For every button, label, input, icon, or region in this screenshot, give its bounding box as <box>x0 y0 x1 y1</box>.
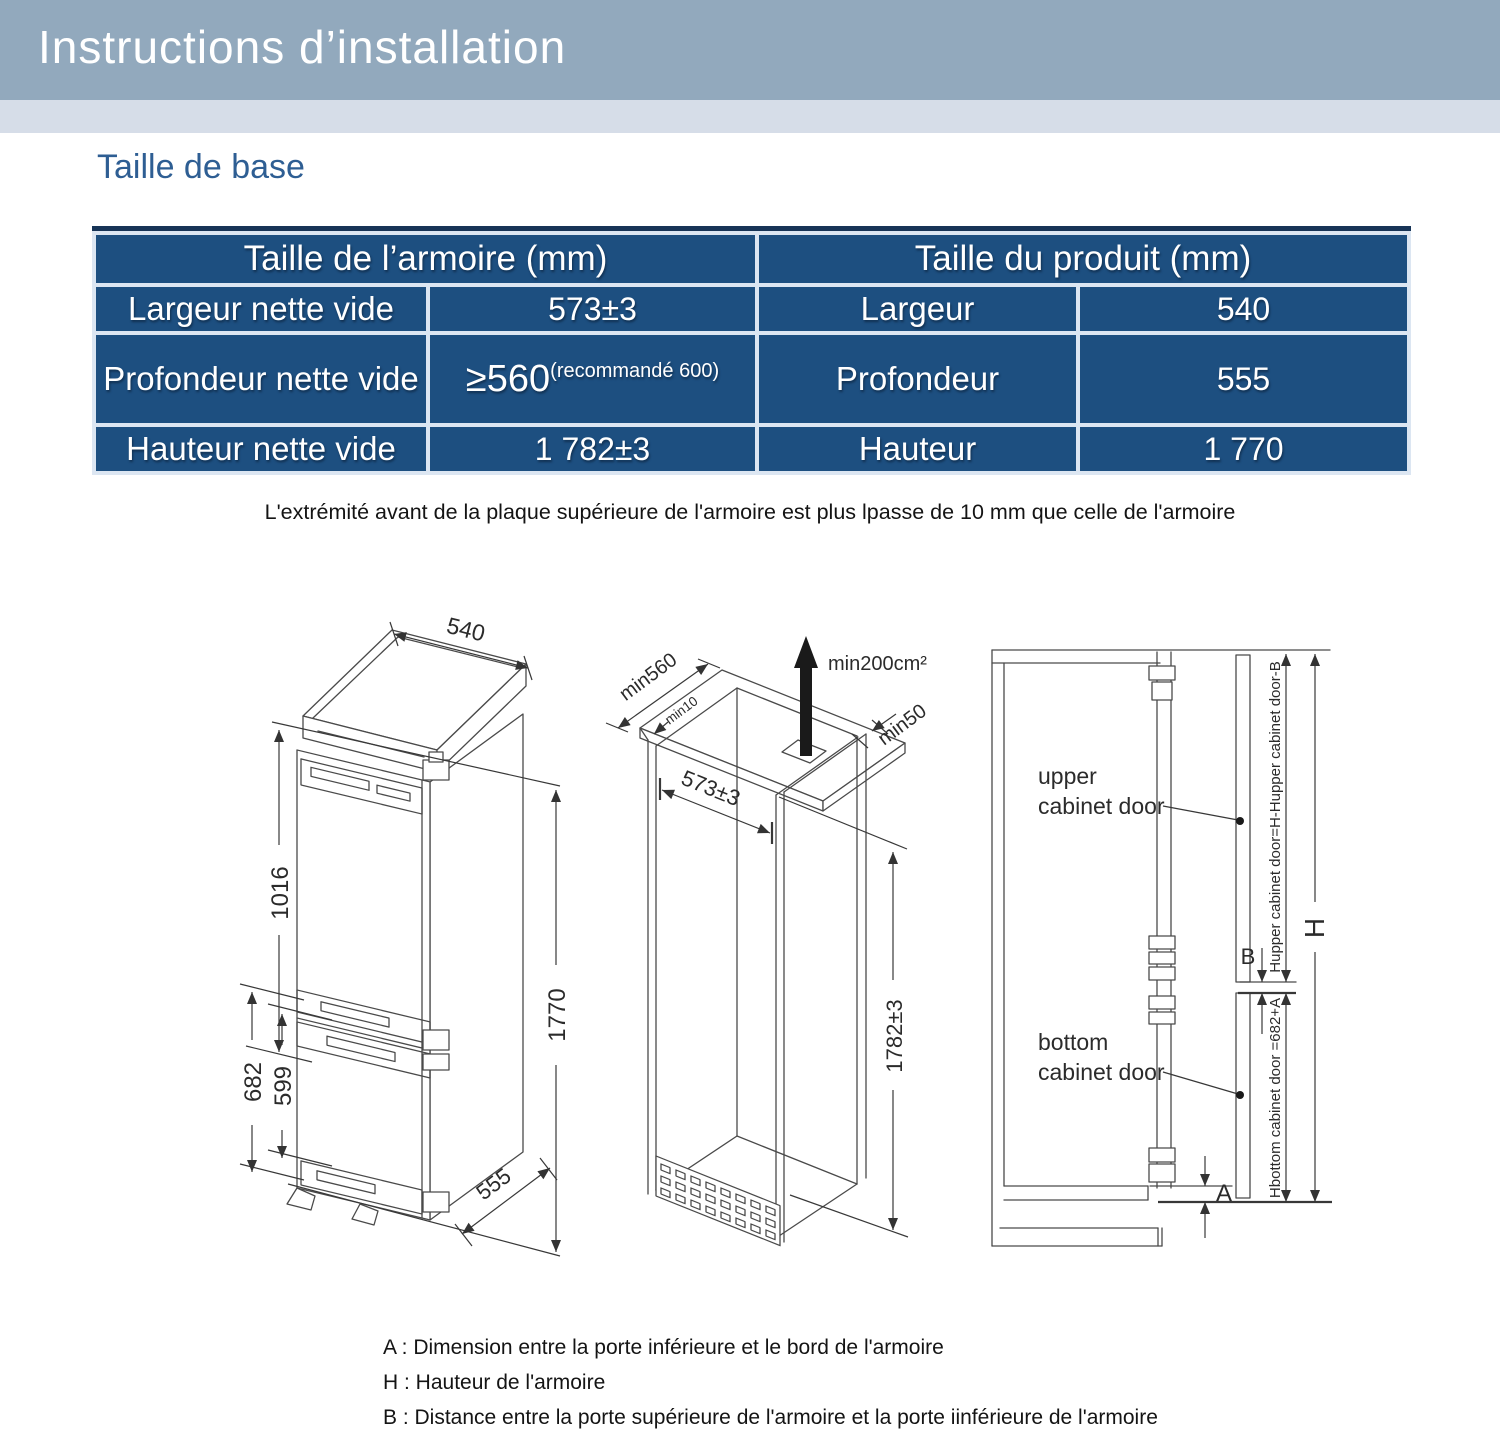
diagram-niche-isometric <box>606 636 931 1246</box>
vent-grille <box>656 1156 780 1246</box>
depth-min-value: ≥560 <box>465 357 551 400</box>
cell-profondeur: Profondeur <box>759 335 1076 423</box>
dim-bottom-door-height <box>1267 993 1286 1202</box>
svg-text:573±3: 573±3 <box>677 765 744 812</box>
upper-door-label <box>1038 763 1244 825</box>
cell-profondeur-value: 555 <box>1080 335 1407 423</box>
legend-item-b: B : Distance entre la porte supérieure de l'armoire et la porte iinférieure de l'armoire <box>383 1406 1158 1429</box>
cell-largeur-nette-vide: Largeur nette vide <box>96 287 426 331</box>
header-cabinet-size: Taille de l’armoire (mm) <box>96 235 755 283</box>
svg-text:599: 599 <box>270 1065 297 1107</box>
svg-text:cabinet door: cabinet door <box>1038 1059 1165 1085</box>
legend-item-a: A : Dimension entre la porte inférieure et le bord de l'armoire <box>383 1336 944 1359</box>
svg-text:1770: 1770 <box>544 988 571 1042</box>
legend <box>383 1330 1158 1435</box>
legend-item-h: H : Hauteur de l'armoire <box>383 1371 606 1394</box>
svg-text:A: A <box>1216 1180 1233 1207</box>
dim-bottom-gap-A <box>1205 1156 1232 1238</box>
cell-largeur: Largeur <box>759 287 1076 331</box>
svg-text:min10: min10 <box>662 693 701 728</box>
header-product-size: Taille du produit (mm) <box>759 235 1407 283</box>
svg-text:Hupper cabinet door=H-Hupper c: Hupper cabinet door=H-Hupper cabinet door-B <box>1267 661 1284 973</box>
cell-largeur-nette-value: 573±3 <box>430 287 755 331</box>
svg-text:min560: min560 <box>615 648 682 706</box>
bottom-door-label <box>1038 1029 1244 1099</box>
section-title: Taille de base <box>97 148 305 186</box>
svg-text:682: 682 <box>240 1061 267 1103</box>
diagram-cabinet-front <box>992 650 1332 1246</box>
svg-text:min200cm²: min200cm² <box>828 653 927 675</box>
cell-hauteur: Hauteur <box>759 427 1076 471</box>
dim-total-height-H <box>1299 654 1330 1202</box>
dim-upper-door-height <box>1267 654 1286 982</box>
depth-recommended-note: (recommandé 600) <box>550 359 720 382</box>
svg-text:H: H <box>1299 917 1330 939</box>
svg-text:1016: 1016 <box>267 866 294 920</box>
svg-text:min50: min50 <box>873 699 931 751</box>
svg-text:cabinet door: cabinet door <box>1038 793 1165 819</box>
page-title: Instructions d’installation <box>38 21 567 73</box>
cell-largeur-value: 540 <box>1080 287 1407 331</box>
svg-text:1782±3: 1782±3 <box>882 999 907 1073</box>
dim-1770 <box>544 790 571 1252</box>
cell-hauteur-nette-value: 1 782±3 <box>430 427 755 471</box>
cell-hauteur-nette-vide: Hauteur nette vide <box>96 427 426 471</box>
svg-text:bottom: bottom <box>1038 1029 1109 1055</box>
fridge-front-face <box>297 750 430 1220</box>
table-footnote: L'extrémité avant de la plaque supérieure de l'armoire est plus lpasse de 10 mm que celle de l'armoire <box>264 500 1236 524</box>
dim-niche-height <box>779 797 908 1237</box>
svg-text:upper: upper <box>1038 763 1097 789</box>
cell-hauteur-value: 1 770 <box>1080 427 1407 471</box>
diagram-fridge-isometric <box>240 612 571 1256</box>
cell-profondeur-nette-vide: Profondeur nette vide <box>96 335 426 423</box>
svg-text:540: 540 <box>444 611 488 647</box>
svg-text:B: B <box>1240 944 1256 969</box>
svg-text:Hbottom cabinet door =682+A: Hbottom cabinet door =682+A <box>1267 997 1284 1199</box>
svg-text:555: 555 <box>471 1162 516 1206</box>
